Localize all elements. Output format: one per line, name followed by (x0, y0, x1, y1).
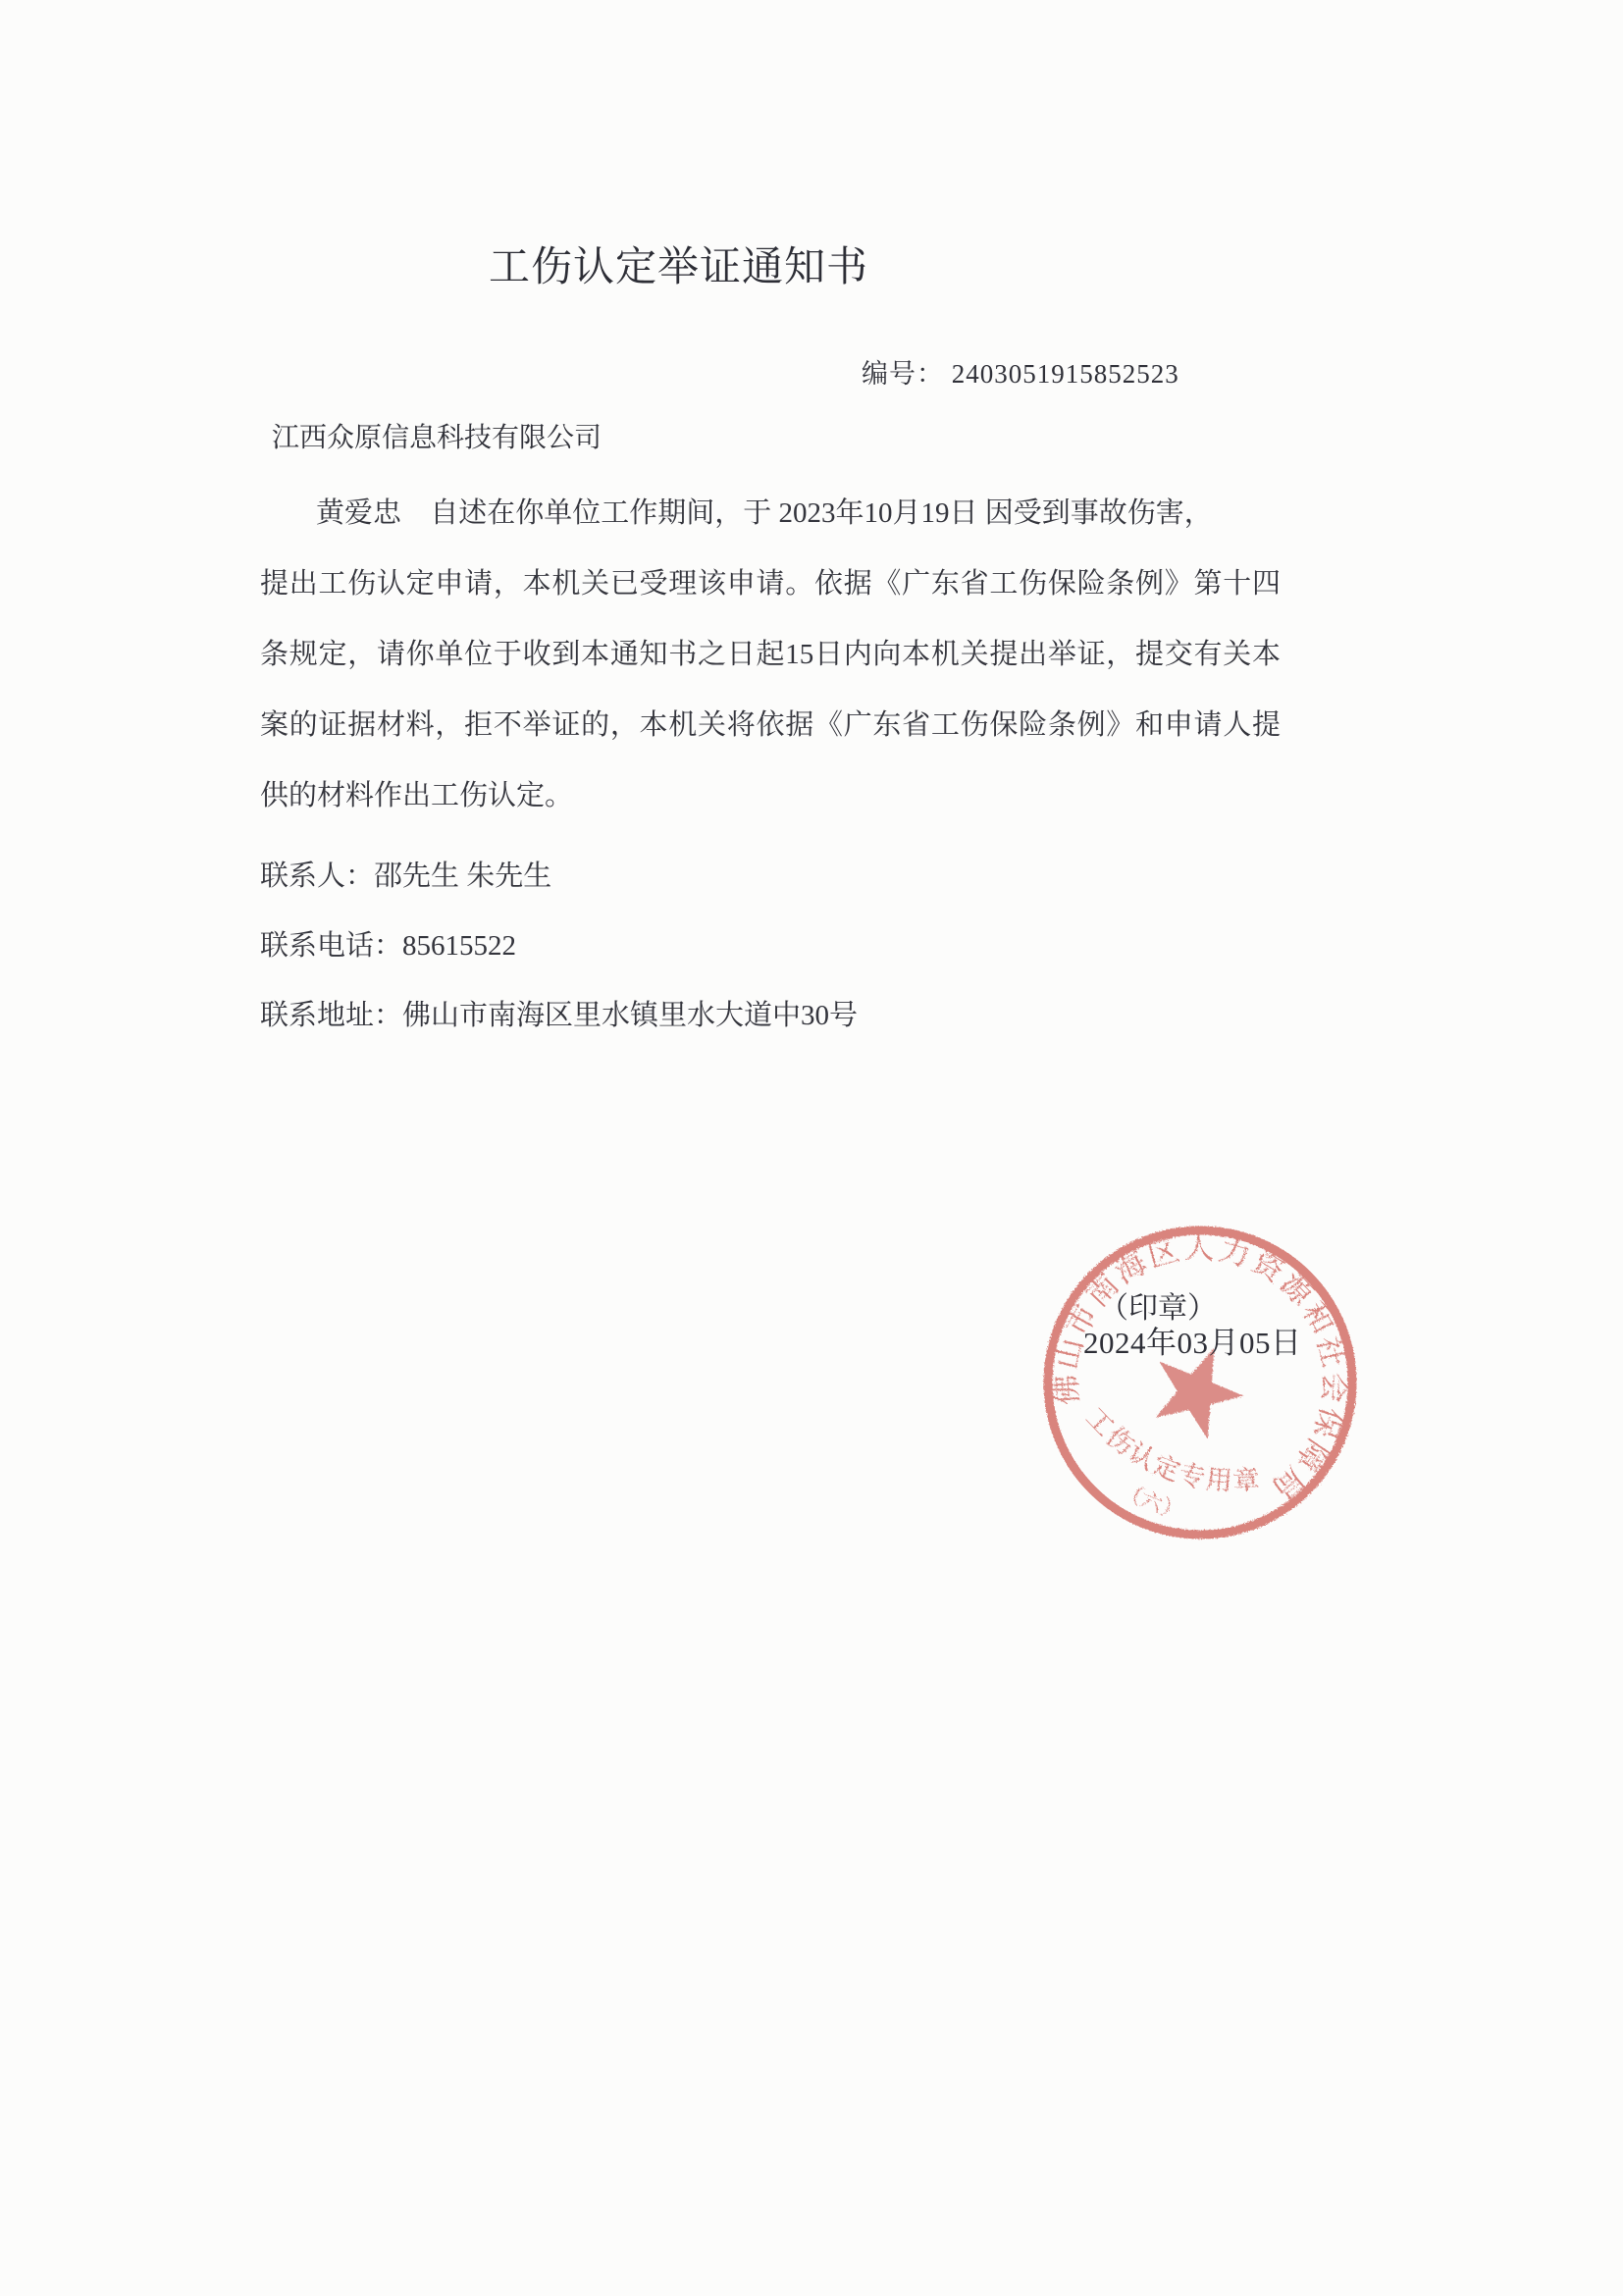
official-stamp (1040, 1223, 1360, 1542)
contact-info (260, 842, 858, 1051)
stamp-banner-text: 工伤认定专用章 (1079, 1402, 1263, 1496)
document-title: 工伤认定举证通知书 (489, 245, 869, 290)
body-line-1 (260, 478, 1281, 548)
contact-person: 联系人：邵先生 朱先生 (260, 861, 552, 892)
stamp-ring-text: 佛山市南海区人力资源和社会保障局 (1048, 1230, 1352, 1508)
body-line-2: 提出工伤认定申请，本机关已受理该申请。依据《广东省工伤保险条例》第十四 (260, 568, 1281, 600)
stamp-index-text: （六） (1117, 1478, 1187, 1526)
body-line-4: 案的证据材料，拒不举证的，本机关将依据《广东省工伤保险条例》和申请人提 (260, 709, 1281, 741)
contact-phone: 联系电话：85615522 (260, 930, 517, 962)
worker-name: 黄爱忠 (316, 497, 402, 529)
body-line-5: 供的材料作出工伤认定。 (260, 780, 574, 811)
seal-note: （印章） (1099, 1292, 1217, 1325)
seal-date: 2024年03月05日 (1083, 1326, 1302, 1360)
body-line-3: 条规定，请你单位于收到本通知书之日起15日内向本机关提出举证，提交有关本 (260, 639, 1281, 670)
notice-body (260, 478, 1281, 831)
contact-address: 联系地址：佛山市南海区里水镇里水大道中30号 (260, 1000, 859, 1031)
body-line-1-text: 自述在你单位工作期间，于 2023年10月19日 因受到事故伤害， (430, 497, 1213, 529)
doc-number: 编号： 2403051915852523 (862, 359, 1179, 389)
recipient-company: 江西众原信息科技有限公司 (272, 423, 602, 453)
